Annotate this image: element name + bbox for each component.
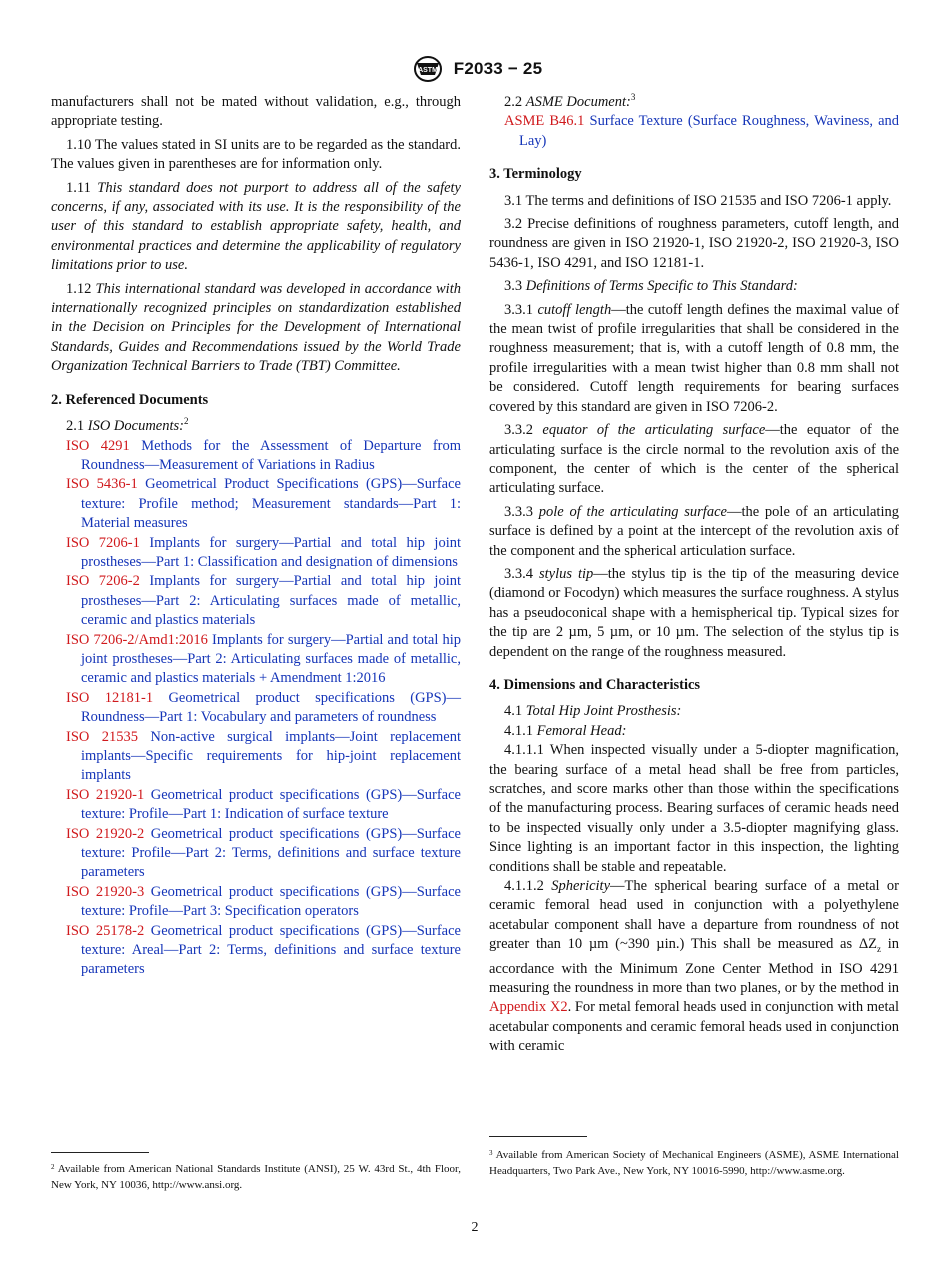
iso-reference-list (51, 437, 461, 980)
footnote-3: $^3$ Available from American Society of Mechanical Engineers (ASME), ASME International Headquarters, Two Park Ave., New York, NY 10016-5990, http://www.asme.org. (489, 1149, 899, 1177)
section-3-heading: 3. Terminology (489, 166, 582, 183)
reference-code[interactable]: ISO 25178-2 (66, 922, 145, 939)
paragraph-1-10: 1.10 The values stated in SI units are to be regarded as the standard. The values given in parentheses are for information only. (51, 136, 461, 173)
paragraph-3-2: 3.2 Precise definitions of roughness parameters, cutoff length, and roundness are given in ISO 21920-1, ISO 21920-2, ISO 21920-3, ISO 5436-1, ISO 4291, and ISO 12181-1. (489, 216, 899, 271)
paragraph-3-3-3: 3.3.3 pole of the articulating surface—the pole of an articulating surface is defined by a point at the intercept of the revolution axis of the component and the spherical articulation surface. (489, 503, 899, 559)
section-4-heading: 4. Dimensions and Characteristics (489, 676, 701, 693)
continued-paragraph: manufacturers shall not be mated without validation, e.g., through appropriate testing. (51, 94, 461, 130)
page-header (0, 54, 950, 84)
paragraph-3-3-4: 3.3.4 stylus tip—the stylus tip is the tip of the measuring device (diamond or Focodyn) which measures the surface roughness. A stylus has a pseudoconical shape with a hemispherical tip. Typical sizes for the tip are 2 µm, 5 µm, or 10 µm. The selection of the stylus tip is dependent on the range of the roughness measured. (489, 565, 899, 660)
paragraph-3-3: 3.3 Definitions of Terms Specific to This Standard: (504, 278, 798, 295)
iso-reference-item[interactable] (51, 631, 461, 689)
reference-title[interactable]: Implants for surgery—Partial and total hip joint prostheses—Part 2: Articulating surfaces made of metallic, ceramic and plastics materials (81, 573, 461, 629)
reference-code[interactable]: ISO 7206-2 (66, 573, 140, 590)
logo-text: ASTM (417, 67, 438, 74)
iso-reference-item[interactable] (51, 572, 461, 630)
reference-code[interactable]: ISO 21535 (66, 728, 138, 745)
reference-title[interactable]: Geometrical product specifications (GPS)—Surface texture: Profile—Part 2: Terms, definitions and surface texture parameters (81, 825, 461, 881)
standard-designation: F2033 − 25 (453, 59, 543, 78)
iso-reference-item[interactable] (51, 786, 461, 825)
iso-reference-item[interactable] (51, 728, 461, 786)
footnote-rule-right (489, 1136, 587, 1137)
astm-logo-icon (408, 54, 448, 84)
iso-reference-item[interactable] (51, 437, 461, 476)
iso-reference-item[interactable] (51, 922, 461, 980)
footnote-2: $^2$ Available from American National Standards Institute (ANSI), 25 W. 43rd St., 4th Floor, New York, NY 10036, http://www.ansi.org. (51, 1163, 461, 1191)
asme-reference[interactable]: ASME B46.1 Surface Texture (Surface Roughness, Waviness, and Lay) (504, 113, 900, 149)
paragraph-4-1-1-2: 4.1.1.2 Sphericity—The spherical bearing surface of a metal or ceramic femoral head used in conjunction with a polyethylene acetabular component shall have a departure from roundness of not greater than 10 µm (~390 µin.) This shall be measured as $\Delta Z_z$ in accordance with the Minimum Zone Center Method in ISO 4291 measuring the roundness in more than two planes, or by the method in Appendix X2. For metal femoral heads used in conjunction with metal acetabular components and ceramic femoral heads used in conjunction with ceramic (489, 878, 900, 1055)
reference-title[interactable]: Geometrical Product Specifications (GPS)—Surface texture: Profile method; Measurement standards—Part 1: Material measures (81, 476, 461, 532)
paragraph-4-1: 4.1 Total Hip Joint Prosthesis: (504, 703, 682, 720)
reference-title[interactable]: Geometrical product specifications (GPS)—Surface texture: Profile—Part 3: Specification operators (81, 883, 461, 920)
paragraph-1-12: 1.12 This international standard was developed in accordance with internationally recognized principles on standardization established in the Decision on Principles for the Development of International Standards, Guides and Recommendations issued by the World Trade Organization Technical Barriers to Trade (TBT) Committee. (51, 280, 461, 375)
iso-reference-item[interactable] (51, 689, 461, 728)
reference-title[interactable]: Methods for the Assessment of Departure from Roundness—Measurement of Variations in Radius (81, 437, 461, 473)
paragraph-3-3-2: 3.3.2 equator of the articulating surface—the equator of the articulating surface is the circle normal to the revolution axis of the component, the center of which is the center of the spherical articulating surface. (489, 422, 899, 497)
page-number: 2 (471, 1220, 479, 1235)
paragraph-4-1-1: 4.1.1 Femoral Head: (504, 722, 627, 739)
subsection-2-2: 2.2 ASME Document:$^3$ (504, 92, 636, 110)
subsection-2-1: 2.1 ISO Documents:$^2$ (66, 416, 189, 435)
appendix-x2-link[interactable]: Appendix X2 (489, 999, 568, 1016)
iso-reference-item[interactable] (51, 825, 461, 883)
reference-code[interactable]: ISO 21920-1 (66, 786, 145, 803)
right-column (489, 93, 899, 1061)
reference-code[interactable]: ISO 21920-2 (66, 825, 145, 842)
iso-reference-item[interactable] (51, 883, 461, 922)
reference-title[interactable]: Geometrical product specifications (GPS)—Roundness—Part 1: Vocabulary and parameters of roundness (81, 689, 461, 726)
iso-reference-item[interactable] (51, 534, 461, 573)
section-2-heading: 2. Referenced Documents (51, 391, 209, 408)
left-column (51, 93, 461, 980)
reference-code[interactable]: ISO 5436-1 (66, 476, 138, 493)
reference-title[interactable]: Geometrical product specifications (GPS)—Surface texture: Areal—Part 2: Terms, definitions and surface texture parameters (81, 922, 461, 978)
iso-reference-item[interactable] (51, 475, 461, 533)
reference-title[interactable]: Non-active surgical implants—Joint replacement implants—Specific requirements for hip-joint replacement implants (81, 728, 461, 784)
paragraph-3-1: 3.1 The terms and definitions of ISO 21535 and ISO 7206-1 apply. (504, 192, 892, 209)
paragraph-3-3-1: 3.3.1 cutoff length—the cutoff length defines the maximal value of the mean twist of profile irregularities that shall be considered in the roughness measurement; that is, with a cutoff length of 0.8 mm, the profile irregularities with a mean twist higher than 0.8 mm shall not be considered. Cutoff length requirements for bearing surfaces covered by this standard are given in ISO 7206-2. (489, 301, 900, 415)
footnote-rule-left (51, 1152, 149, 1153)
reference-code[interactable]: ISO 7206-2/Amd1:2016 (66, 631, 208, 648)
reference-code[interactable]: ISO 4291 (66, 437, 130, 454)
paragraph-1-11: 1.11 This standard does not purport to address all of the safety concerns, if any, associated with its use. It is the responsibility of the user of this standard to establish appropriate safety, health, and environmental practices and determine the applicability of regulatory limitations prior to use. (51, 179, 461, 274)
reference-title[interactable]: Geometrical product specifications (GPS)—Surface texture: Profile—Part 1: Indication of surface texture (81, 786, 461, 823)
reference-code[interactable]: ISO 7206-1 (66, 534, 140, 551)
reference-title[interactable]: Implants for surgery—Partial and total hip joint prostheses—Part 1: Classification and designation of dimensions (81, 534, 461, 570)
reference-code[interactable]: ISO 21920-3 (66, 883, 145, 900)
reference-title[interactable]: Implants for surgery—Partial and total hip joint prostheses—Part 2: Articulating surfaces made of metallic, ceramic and plastics materials + Amendment 1:2016 (81, 631, 462, 687)
paragraph-4-1-1-1: 4.1.1.1 When inspected visually under a 5-diopter magnification, the bearing surface of a metal head shall be free from particles, scratches, and score marks other than those within the specifications of the manufacturing process. Bearing surfaces of ceramic heads need to be inspected visually only under a 3.5-diopter magnifying glass. Since lighting is an important factor in this inspection, the lighting conditions shall be stable and repeatable. (489, 742, 899, 875)
reference-code[interactable]: ISO 12181-1 (66, 689, 154, 706)
